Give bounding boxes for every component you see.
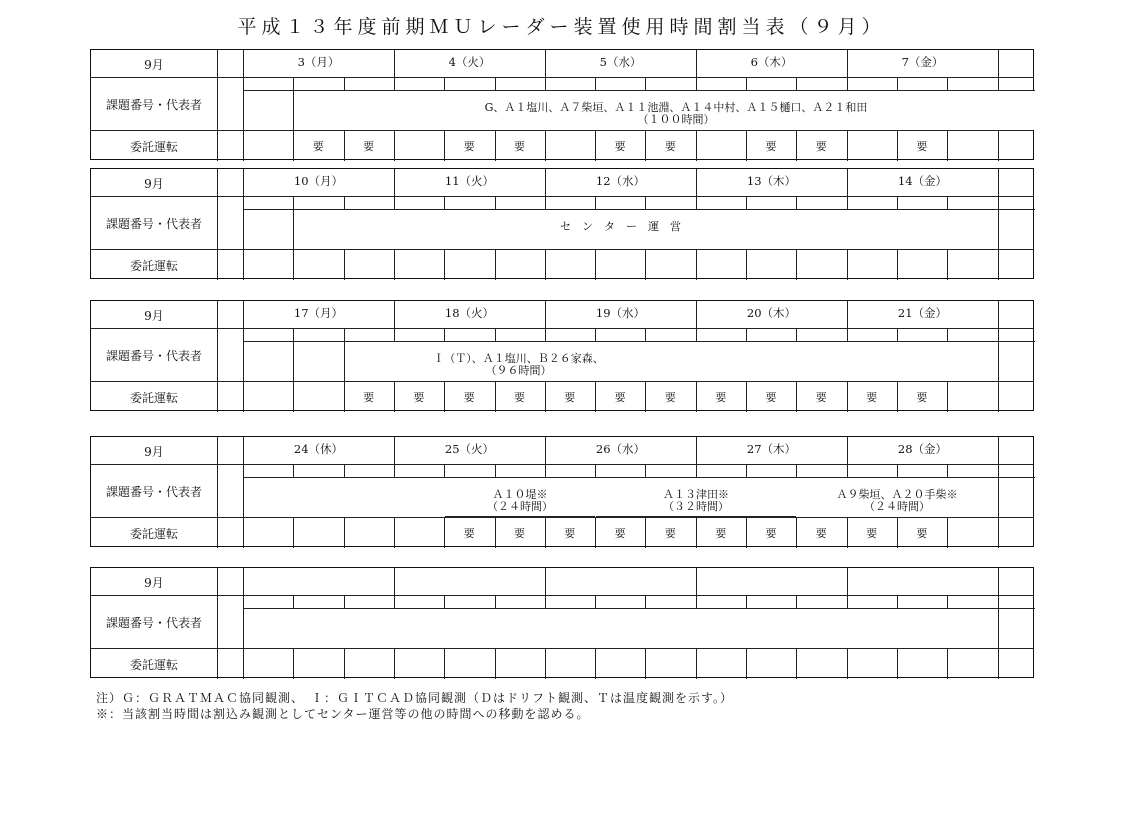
tick (796, 196, 797, 209)
consign-mark: 要 (765, 527, 777, 540)
tick (897, 595, 898, 608)
tick (495, 595, 496, 608)
allocation-note-line: Ｉ（Ｔ）、Ａ１塩川、Ｂ２６家森、 (433, 352, 604, 365)
consign-mark: 要 (866, 391, 878, 404)
consign-label: 委託運転 (129, 140, 178, 154)
row-divider (91, 196, 1033, 197)
tick (897, 196, 898, 209)
consign-mark: 要 (715, 527, 727, 540)
tick (444, 196, 445, 209)
row-divider (91, 595, 1033, 596)
allocation-note-line: （１００時間） (637, 113, 715, 126)
tick (444, 328, 445, 341)
consign-label: 委託運転 (129, 391, 178, 405)
tick (746, 595, 747, 608)
consign-mark: 要 (664, 140, 676, 153)
slot-divider (796, 648, 797, 679)
allocation-note-line: （２４時間） (864, 500, 930, 513)
slot-divider (645, 249, 646, 280)
tick (344, 464, 345, 477)
tick (344, 196, 345, 209)
allocation-note (321, 102, 1031, 126)
row-divider (596, 516, 796, 517)
tick (344, 328, 345, 341)
slot-divider (998, 477, 999, 517)
row-divider (91, 464, 1033, 465)
day-header: 3（月） (297, 55, 340, 69)
slot-divider (344, 249, 345, 280)
tick (595, 595, 596, 608)
col-divider (217, 437, 218, 548)
consign-mark: 要 (916, 391, 928, 404)
allocation-note (445, 489, 595, 513)
row-divider (91, 249, 1033, 250)
consign-mark: 要 (312, 140, 324, 153)
day-header: 11（火） (444, 174, 495, 188)
tick (796, 464, 797, 477)
allocation-note (346, 353, 691, 377)
col-divider (217, 568, 218, 679)
day-header: 14（金） (897, 174, 948, 188)
slot-divider (947, 130, 948, 161)
tick (293, 595, 294, 608)
consign-mark: 要 (564, 391, 576, 404)
tick (495, 77, 496, 90)
tick (796, 595, 797, 608)
col-divider (217, 50, 218, 161)
tick (645, 77, 646, 90)
allocation-note-line: Ａ９柴垣、Ａ２０手柴※ (836, 488, 958, 501)
row-divider (91, 648, 1033, 649)
tick (595, 196, 596, 209)
consign-mark: 要 (614, 140, 626, 153)
tick (495, 328, 496, 341)
day-header: 6（木） (750, 55, 793, 69)
consign-mark: 要 (866, 527, 878, 540)
tick (645, 328, 646, 341)
slot-divider (243, 209, 244, 249)
allocation-note-line: Ａ１０堤※ (492, 488, 548, 501)
slot-divider (746, 648, 747, 679)
consign-mark: 要 (463, 140, 475, 153)
schedule-week-2 (90, 168, 1034, 279)
consign-mark: 要 (815, 140, 827, 153)
consign-mark: 要 (614, 391, 626, 404)
row-divider (91, 381, 1033, 382)
consign-mark: 要 (363, 140, 375, 153)
slot-divider (444, 249, 445, 280)
tick (746, 328, 747, 341)
tick (595, 77, 596, 90)
project-label: 課題番号・代表者 (105, 217, 202, 231)
consign-mark: 要 (514, 391, 525, 404)
row-divider (445, 516, 595, 517)
tick (796, 77, 797, 90)
project-label: 課題番号・代表者 (105, 98, 202, 112)
slot-divider (293, 249, 294, 280)
slot-divider (998, 341, 999, 381)
day-header: 27（木） (746, 442, 797, 456)
slot-divider (293, 381, 294, 412)
consign-label: 委託運転 (129, 527, 178, 541)
slot-divider (344, 517, 345, 548)
day-header: 12（水） (595, 174, 646, 188)
allocation-note-line: （９６時間） (485, 364, 552, 377)
allocation-note (797, 489, 997, 513)
consign-mark: 要 (363, 391, 375, 404)
tick (595, 464, 596, 477)
tick (746, 77, 747, 90)
day-header: 5（水） (599, 55, 642, 69)
schedule-week-3 (90, 300, 1034, 411)
slot-divider (897, 648, 898, 679)
merged-cell (244, 609, 997, 648)
slot-divider (243, 90, 244, 130)
slot-divider (595, 648, 596, 679)
day-header: 26（水） (595, 442, 646, 456)
tick (293, 328, 294, 341)
page-title: 平成１３年度前期ＭＵレーダー装置使用時間割当表（９月） (237, 16, 886, 38)
month-label: 9月 (144, 177, 164, 191)
month-label: 9月 (144, 309, 164, 323)
day-header: 28（金） (897, 442, 948, 456)
month-label: 9月 (144, 445, 164, 459)
row-divider (91, 130, 1033, 131)
consign-mark: 要 (815, 391, 827, 404)
consign-mark: 要 (514, 527, 525, 540)
tick (293, 196, 294, 209)
slot-divider (998, 608, 999, 648)
slot-divider (293, 341, 294, 381)
tick (495, 196, 496, 209)
month-label: 9月 (144, 58, 164, 72)
consign-mark: 要 (463, 391, 475, 404)
allocation-note (295, 221, 946, 233)
project-label: 課題番号・代表者 (105, 616, 202, 630)
day-header: 24（休） (293, 442, 344, 456)
tick (746, 196, 747, 209)
tick (947, 328, 948, 341)
day-header: 21（金） (897, 306, 948, 320)
tick (344, 595, 345, 608)
tick (645, 464, 646, 477)
schedule-week-1 (90, 49, 1034, 160)
slot-divider (495, 249, 496, 280)
day-header: 18（火） (444, 306, 495, 320)
day-header: 10（月） (293, 174, 344, 188)
project-label: 課題番号・代表者 (105, 349, 202, 363)
slot-divider (595, 249, 596, 280)
tick (897, 77, 898, 90)
tick (293, 464, 294, 477)
slot-divider (344, 648, 345, 679)
slot-divider (293, 517, 294, 548)
slot-divider (796, 249, 797, 280)
project-label: 課題番号・代表者 (105, 485, 202, 499)
consign-mark: 要 (413, 391, 425, 404)
slot-divider (947, 517, 948, 548)
day-header: 20（木） (746, 306, 797, 320)
consign-mark: 要 (664, 527, 676, 540)
col-divider (217, 301, 218, 412)
tick (595, 328, 596, 341)
tick (796, 328, 797, 341)
month-label: 9月 (144, 576, 164, 590)
consign-mark: 要 (916, 527, 928, 540)
day-header: 25（火） (444, 442, 495, 456)
tick (746, 464, 747, 477)
tick (947, 595, 948, 608)
footnote-1: 注）Ｇ：ＧＲＡＴＭＡＣ協同観測、 Ｉ：ＧＩＴＣＡＤ協同観測（Ｄはドリフト観測、Ｔは温度観測を示す。） (96, 691, 734, 705)
slot-divider (746, 249, 747, 280)
slot-divider (495, 648, 496, 679)
allocation-note-line: G、Ａ１塩川、Ａ７柴垣、Ａ１１池淵、Ａ１４中村、Ａ１５樋口、Ａ２１和田 (484, 101, 868, 114)
footnote-2: ※：当該割当時間は割込み観測としてセンター運営等の他の時間への移動を認める。 (96, 707, 590, 721)
day-header: 19（水） (595, 306, 646, 320)
slot-divider (444, 648, 445, 679)
row-divider (91, 77, 1033, 78)
slot-divider (947, 381, 948, 412)
slot-divider (947, 648, 948, 679)
slot-divider (293, 90, 294, 130)
col-divider (217, 169, 218, 280)
tick (495, 464, 496, 477)
allocation-note-line: （２４時間） (487, 500, 553, 513)
consign-mark: 要 (463, 527, 475, 540)
day-header: 13（木） (746, 174, 797, 188)
schedule-week-5 (90, 567, 1034, 678)
tick (947, 77, 948, 90)
slot-divider (293, 648, 294, 679)
consign-mark: 要 (916, 140, 928, 153)
tick (645, 196, 646, 209)
consign-mark: 要 (715, 391, 727, 404)
consign-label: 委託運転 (129, 259, 178, 273)
allocation-note-line: セ ン タ ー 運 営 (560, 220, 681, 233)
day-header: 7（金） (901, 55, 944, 69)
allocation-note-line: （３２時間） (663, 500, 729, 513)
consign-mark: 要 (765, 391, 777, 404)
tick (344, 77, 345, 90)
schedule-week-4 (90, 436, 1034, 547)
tick (293, 77, 294, 90)
consign-mark: 要 (815, 527, 827, 540)
allocation-note (596, 489, 796, 513)
tick (897, 464, 898, 477)
allocation-note-line: Ａ１３津田※ (663, 488, 729, 501)
row-divider (91, 328, 1033, 329)
tick (947, 196, 948, 209)
slot-divider (645, 648, 646, 679)
consign-mark: 要 (614, 527, 626, 540)
tick (444, 464, 445, 477)
day-header: 4（火） (448, 55, 491, 69)
tick (897, 328, 898, 341)
slot-divider (897, 249, 898, 280)
tick (444, 595, 445, 608)
consign-mark: 要 (765, 140, 777, 153)
tick (444, 77, 445, 90)
row-divider (91, 517, 1033, 518)
slot-divider (947, 249, 948, 280)
consign-mark: 要 (514, 140, 525, 153)
day-header: 17（月） (293, 306, 344, 320)
tick (645, 595, 646, 608)
slot-divider (998, 209, 999, 249)
consign-mark: 要 (564, 527, 576, 540)
tick (947, 464, 948, 477)
consign-mark: 要 (664, 391, 676, 404)
slot-divider (243, 341, 244, 381)
consign-label: 委託運転 (129, 658, 178, 672)
